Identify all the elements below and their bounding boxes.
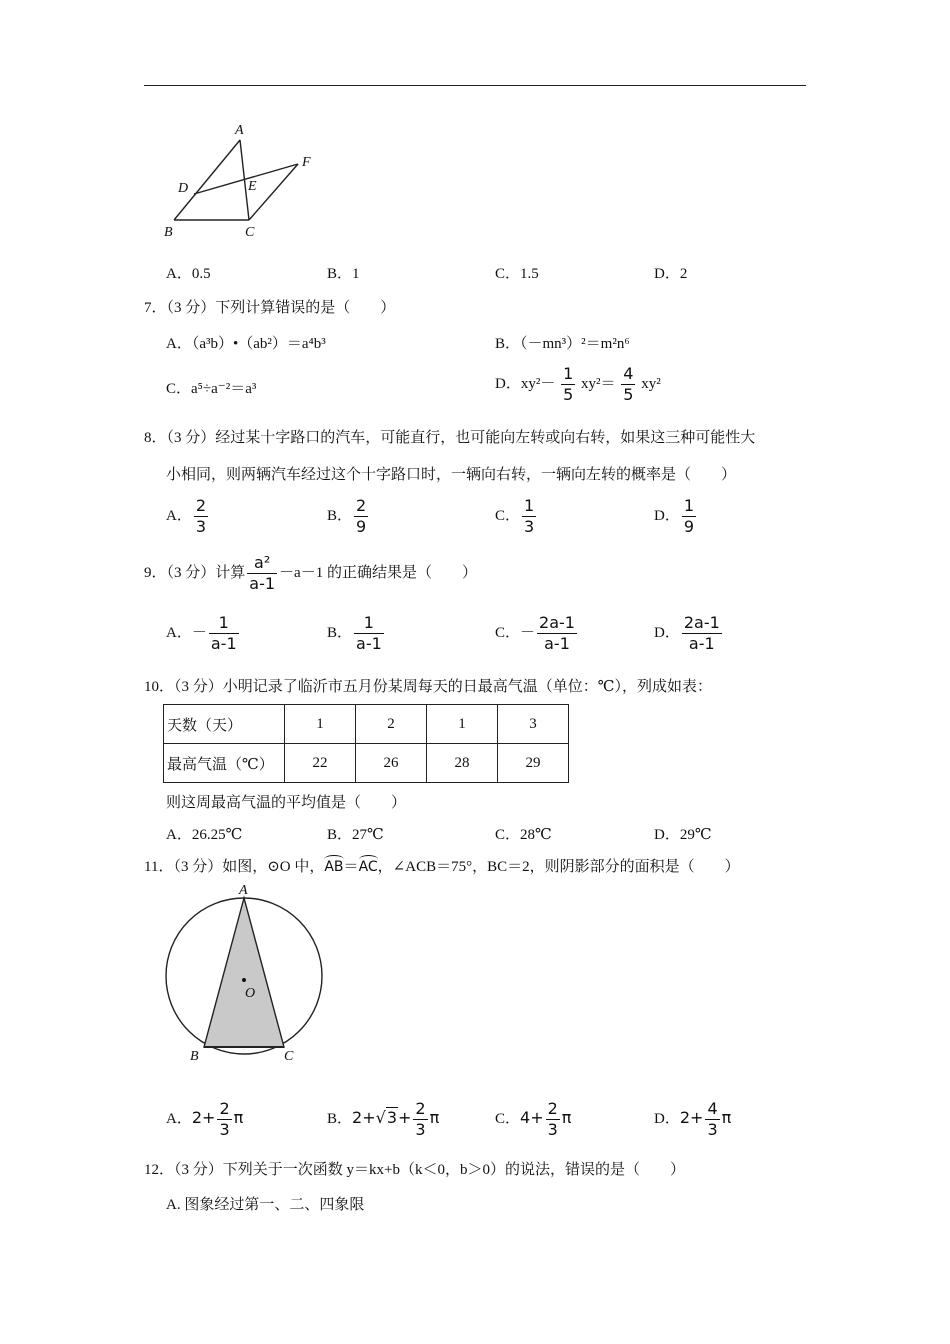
q11-option-a[interactable] bbox=[166, 1101, 243, 1138]
label-b: B bbox=[164, 225, 173, 240]
q7-d-fraction-2: $\frac{4}{5}$ bbox=[623, 364, 634, 404]
q8-c-label: C． bbox=[495, 507, 521, 524]
table-cell: 1 bbox=[285, 705, 356, 744]
table-cell: 天数（天） bbox=[164, 705, 285, 744]
q11-b-plus: + bbox=[398, 1107, 412, 1127]
q11-arc-ac: AC bbox=[359, 855, 378, 875]
q11-b-radical: √ bbox=[375, 1107, 386, 1127]
q11-c-fraction: $\frac{2}{3}$ bbox=[547, 1099, 558, 1139]
q10-question: 则这周最高气温的平均值是（ ） bbox=[166, 795, 407, 811]
q7-option-c[interactable]: C．a⁵÷a⁻²＝a³ bbox=[166, 381, 257, 397]
table-cell: 29 bbox=[498, 744, 569, 783]
q8-a-fraction: $\frac{2}{3}$ bbox=[195, 496, 207, 536]
label-d: D bbox=[178, 181, 189, 196]
table-row bbox=[164, 744, 569, 783]
q9-suffix: －a－1 的正确结果是（ ） bbox=[279, 564, 477, 581]
label-c: C bbox=[284, 1049, 294, 1064]
q10-stem: 10．（3 分）小明记录了临沂市五月份某周每天的日最高气温（单位：℃），列成如表： bbox=[144, 679, 713, 695]
q11-suffix: ，∠ACB＝75°，BC＝2，则阴影部分的面积是（ ） bbox=[377, 859, 740, 875]
q11-d-pre: 2+ bbox=[679, 1107, 704, 1127]
q7-option-a[interactable]: A．（a³b）•（ab²）＝a⁴b³ bbox=[166, 336, 326, 352]
q8-stem-line1: 8．（3 分）经过某十字路口的汽车，可能直行，也可能向左转或向右转，如果这三种可能性大 bbox=[144, 430, 756, 446]
q8-d-fraction: $\frac{1}{9}$ bbox=[683, 496, 695, 536]
q11-b-label: B． bbox=[327, 1110, 353, 1127]
q9-option-a[interactable] bbox=[166, 615, 241, 652]
q8-stem-line2: 小相同，则两辆汽车经过这个十字路口时，一辆向右转，一辆向左转的概率是（ ） bbox=[166, 467, 737, 483]
shaded-triangle bbox=[204, 898, 284, 1047]
figure-q11-circle bbox=[160, 880, 340, 1070]
q7-stem: 7．（3 分）下列计算错误的是（ ） bbox=[144, 300, 396, 316]
q9-option-d[interactable] bbox=[654, 615, 724, 652]
q9-a-label: A． bbox=[166, 624, 192, 641]
q9-option-b[interactable] bbox=[327, 615, 386, 652]
q9-b-fraction: $\frac{1}{a-1}$ bbox=[356, 613, 382, 653]
table-cell: 26 bbox=[356, 744, 427, 783]
q10-option-b[interactable]: B．27℃ bbox=[327, 827, 384, 843]
q9-b-label: B． bbox=[327, 624, 353, 641]
q8-option-a[interactable] bbox=[166, 498, 210, 535]
table-row bbox=[164, 705, 569, 744]
center-dot bbox=[242, 978, 246, 982]
q6-option-d[interactable]: D．2 bbox=[654, 266, 688, 282]
figure-q6-geometry bbox=[160, 118, 330, 243]
q8-option-c[interactable] bbox=[495, 498, 538, 535]
q11-arc-ab: AB bbox=[324, 855, 343, 875]
segment-ab bbox=[174, 140, 240, 220]
q11-stem bbox=[144, 855, 740, 876]
q11-a-label: A． bbox=[166, 1110, 192, 1127]
q12-option-a[interactable]: A. 图象经过第一、二、四象限 bbox=[166, 1197, 365, 1213]
q11-c-label: C． bbox=[495, 1110, 521, 1127]
table-cell: 2 bbox=[356, 705, 427, 744]
table-cell: 3 bbox=[498, 705, 569, 744]
q7-d-suffix: xy² bbox=[641, 375, 661, 392]
q9-d-label: D． bbox=[654, 624, 680, 641]
label-o: O bbox=[245, 986, 256, 1001]
label-a: A bbox=[235, 123, 244, 138]
q8-option-b[interactable] bbox=[327, 498, 370, 535]
q8-b-fraction: $\frac{2}{9}$ bbox=[356, 496, 367, 536]
q9-a-fraction: $\frac{1}{a-1}$ bbox=[210, 613, 237, 653]
q10-option-a[interactable]: A．26.25℃ bbox=[166, 827, 243, 843]
q11-a-pre: 2+ bbox=[191, 1107, 216, 1127]
label-f: F bbox=[302, 155, 311, 170]
q6-option-b[interactable]: B．1 bbox=[327, 266, 360, 282]
q7-d-prefix: D．xy²－ bbox=[495, 375, 556, 392]
q8-option-d[interactable] bbox=[654, 498, 698, 535]
q11-b-pi: π bbox=[429, 1107, 440, 1127]
q9-option-c[interactable] bbox=[495, 615, 579, 652]
q11-c-pi: π bbox=[561, 1107, 572, 1127]
q9-fraction: $\frac{\text{a²}}{a-1}$ bbox=[249, 553, 276, 593]
q12-stem: 12．（3 分）下列关于一次函数 y＝kx+b（k＜0，b＞0）的说法，错误的是（ ） bbox=[144, 1162, 685, 1178]
q9-d-fraction: $\frac{2a-1}{a-1}$ bbox=[683, 613, 720, 653]
q7-option-b[interactable]: B．（－mn³）²＝m²n⁶ bbox=[495, 336, 630, 352]
label-a: A bbox=[239, 883, 248, 898]
q8-c-fraction: $\frac{1}{3}$ bbox=[524, 496, 535, 536]
q11-equals: ＝ bbox=[343, 859, 359, 875]
q8-a-label: A． bbox=[166, 507, 192, 524]
q11-b-fraction: $\frac{2}{3}$ bbox=[415, 1099, 426, 1139]
q7-option-d[interactable] bbox=[495, 366, 661, 403]
q8-d-label: D． bbox=[654, 507, 680, 524]
table-cell: 28 bbox=[427, 744, 498, 783]
q9-c-sign: － bbox=[520, 624, 536, 641]
q9-stem bbox=[144, 555, 477, 592]
q11-d-label: D． bbox=[654, 1110, 680, 1127]
q11-a-pi: π bbox=[233, 1107, 244, 1127]
q11-c-pre: 4+ bbox=[520, 1107, 544, 1127]
table-cell: 1 bbox=[427, 705, 498, 744]
q7-d-mid: xy²＝ bbox=[581, 375, 616, 392]
q11-a-fraction: $\frac{2}{3}$ bbox=[219, 1099, 230, 1139]
label-b: B bbox=[190, 1049, 199, 1064]
table-cell: 22 bbox=[285, 744, 356, 783]
q11-option-c[interactable] bbox=[495, 1101, 571, 1138]
q9-c-fraction: $\frac{2a-1}{a-1}$ bbox=[539, 613, 575, 653]
q11-prefix: 11．（3 分）如图，⊙O 中， bbox=[144, 859, 325, 875]
q10-option-c[interactable]: C．28℃ bbox=[495, 827, 552, 843]
q10-data-table bbox=[163, 704, 569, 783]
label-e: E bbox=[248, 179, 257, 194]
q6-option-a[interactable]: A．0.5 bbox=[166, 266, 211, 282]
table-cell: 最高气温（℃） bbox=[164, 744, 285, 783]
label-c: C bbox=[245, 225, 255, 240]
q11-b-sqrt-value: 3 bbox=[386, 1107, 397, 1127]
q9-prefix: 9．（3 分）计算 bbox=[144, 564, 246, 581]
header-rule bbox=[144, 85, 806, 86]
q9-a-sign: － bbox=[191, 624, 207, 641]
q11-d-pi: π bbox=[721, 1107, 732, 1127]
q6-option-c[interactable]: C．1.5 bbox=[495, 266, 539, 282]
q11-option-d[interactable] bbox=[654, 1101, 731, 1138]
q10-option-d[interactable]: D．29℃ bbox=[654, 827, 712, 843]
q8-b-label: B． bbox=[327, 507, 353, 524]
q7-d-fraction-1: $\frac{1}{5}$ bbox=[563, 364, 574, 404]
q11-d-fraction: $\frac{4}{3}$ bbox=[707, 1099, 718, 1139]
q11-option-b[interactable] bbox=[327, 1101, 439, 1138]
q11-b-pre: 2+ bbox=[352, 1107, 376, 1127]
q9-c-label: C． bbox=[495, 624, 521, 641]
